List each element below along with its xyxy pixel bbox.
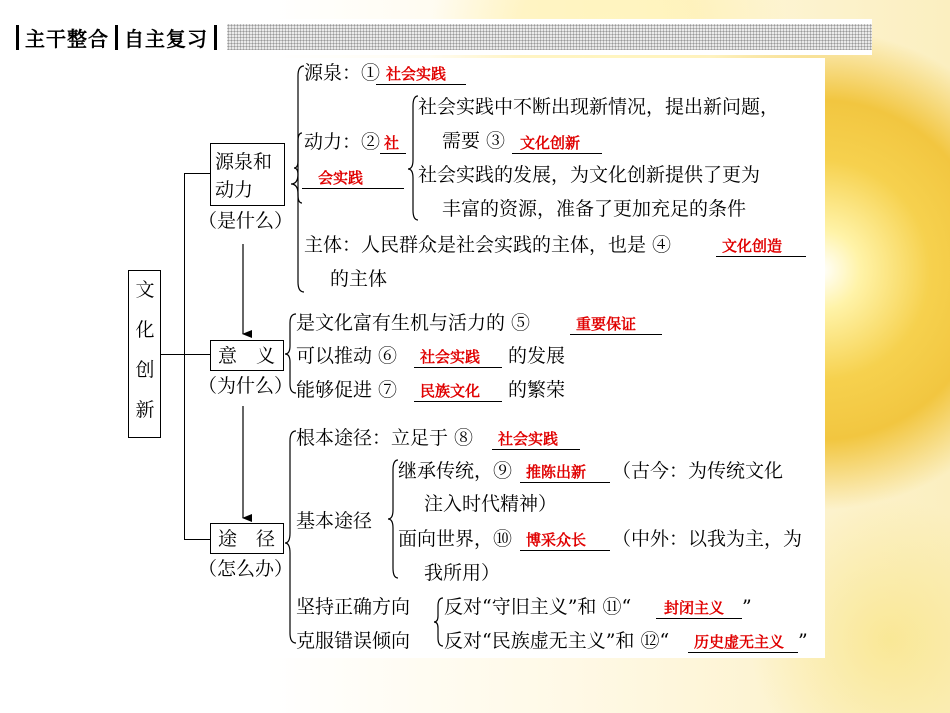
root-connector: [161, 354, 184, 355]
answer-1-underline: [376, 84, 466, 85]
answer-1: 社会实践: [386, 65, 447, 83]
answer-3: 文化创新: [520, 134, 581, 152]
meaning-line1: 是文化富有生机与活力的 ⑤: [296, 312, 531, 334]
answer-3-underline: [512, 153, 602, 154]
path-box: [210, 523, 284, 554]
source-box-line2: 动力: [215, 179, 254, 201]
oppose-2-end: ”: [798, 630, 808, 652]
oppose-1-end: ”: [742, 596, 752, 618]
answer-5-underline: [570, 334, 662, 335]
root-char-1: 文: [135, 279, 155, 301]
header-bar-right: [214, 25, 217, 50]
zhuti-line2: 的主体: [330, 268, 388, 290]
answer-12: 历史虚无主义: [694, 633, 785, 651]
answer-7-underline: [414, 401, 502, 402]
trunk-to-source: [184, 173, 210, 174]
root-char-4: 新: [135, 399, 155, 421]
answer-8: 社会实践: [498, 430, 559, 448]
trunk-vertical: [184, 173, 185, 539]
path-box-text: 途 径: [218, 528, 276, 550]
jianchi-label: 坚持正确方向: [296, 596, 411, 618]
answer-2b-underline: [302, 188, 404, 189]
answer-2b: 会实践: [318, 169, 364, 187]
source-sub: （是什么）: [198, 210, 294, 232]
meaning-line3-end: 的繁荣: [508, 379, 566, 401]
trunk-to-path: [184, 539, 210, 540]
section-header: [10, 19, 872, 55]
root-char-2: 化: [135, 319, 155, 341]
source-box: [210, 143, 285, 206]
basic-path-label: 基本途径: [296, 510, 373, 532]
kefu-label: 克服错误倾向: [296, 630, 411, 652]
answer-9: 推陈出新: [526, 463, 587, 481]
brace-dongli-detail: [408, 96, 418, 220]
zhuti-text: 主体：人民群众是社会实践的主体，也是 ④: [304, 234, 672, 256]
oppose-2: 反对“民族虚无主义”和 ⑫“: [444, 630, 670, 652]
answer-7: 民族文化: [420, 382, 481, 400]
answer-10: 博采众长: [526, 531, 587, 549]
basic-1-end: （古今：为传统文化: [612, 460, 784, 482]
answer-6-underline: [414, 367, 502, 368]
header-bar-left: [16, 25, 19, 50]
root-box: [128, 270, 161, 438]
answer-2a-underline: [380, 153, 406, 154]
basic-2-line2: 我所用）: [424, 562, 501, 584]
answer-6: 社会实践: [420, 348, 481, 366]
brace-path: [285, 431, 296, 643]
answer-9-underline: [520, 482, 610, 483]
oppose-1: 反对“守旧主义”和 ⑪“: [444, 596, 632, 618]
basic-2: 面向世界，⑩: [398, 528, 513, 550]
brace-direction: [434, 598, 443, 646]
dongli-detail-1a: 社会实践中不断出现新情况，提出新问题，: [418, 96, 780, 118]
answer-8-underline: [492, 449, 580, 450]
basic-1: 继承传统，⑨: [398, 460, 513, 482]
answer-11: 封闭主义: [664, 599, 725, 617]
meaning-sub: （为什么）: [198, 375, 294, 397]
path-sub: （怎么办）: [198, 558, 294, 580]
header-title-1: 主干整合: [25, 26, 109, 51]
meaning-box-text: 意 义: [218, 345, 276, 367]
brace-basic: [388, 460, 398, 578]
answer-12-underline: [688, 652, 798, 653]
answer-4-underline: [716, 256, 806, 257]
answer-10-underline: [520, 550, 610, 551]
answer-11-underline: [656, 618, 742, 619]
basic-2-end: （中外：以我为主，为: [612, 528, 803, 550]
source-box-line1: 源泉和: [215, 151, 273, 173]
answer-5: 重要保证: [576, 315, 637, 333]
dongli-detail-2b: 丰富的资源，准备了更加充足的条件: [442, 198, 747, 220]
gen-path: 根本途径：立足于 ⑧: [296, 427, 474, 449]
trunk-to-meaning: [184, 354, 210, 355]
meaning-box: [210, 340, 284, 371]
header-dot-pattern: [227, 24, 872, 50]
answer-2a: 社: [384, 134, 400, 152]
dongli-detail-2a: 社会实践的发展，为文化创新提供了更为: [418, 164, 761, 186]
meaning-line3: 能够促进 ⑦: [296, 379, 398, 401]
dongli-detail-1b: 需要 ③: [442, 130, 506, 152]
yuanquan-label: 源泉：①: [304, 62, 381, 84]
header-bar-mid: [115, 25, 118, 50]
header-title-2: 自主复习: [124, 26, 208, 51]
dongli-label: 动力：②: [304, 131, 381, 153]
basic-1-line2: 注入时代精神）: [424, 493, 558, 515]
concept-map: [128, 58, 825, 658]
meaning-line2: 可以推动 ⑥: [296, 345, 398, 367]
meaning-line2-end: 的发展: [508, 345, 566, 367]
answer-4: 文化创造: [722, 237, 783, 255]
root-char-3: 创: [135, 359, 155, 381]
